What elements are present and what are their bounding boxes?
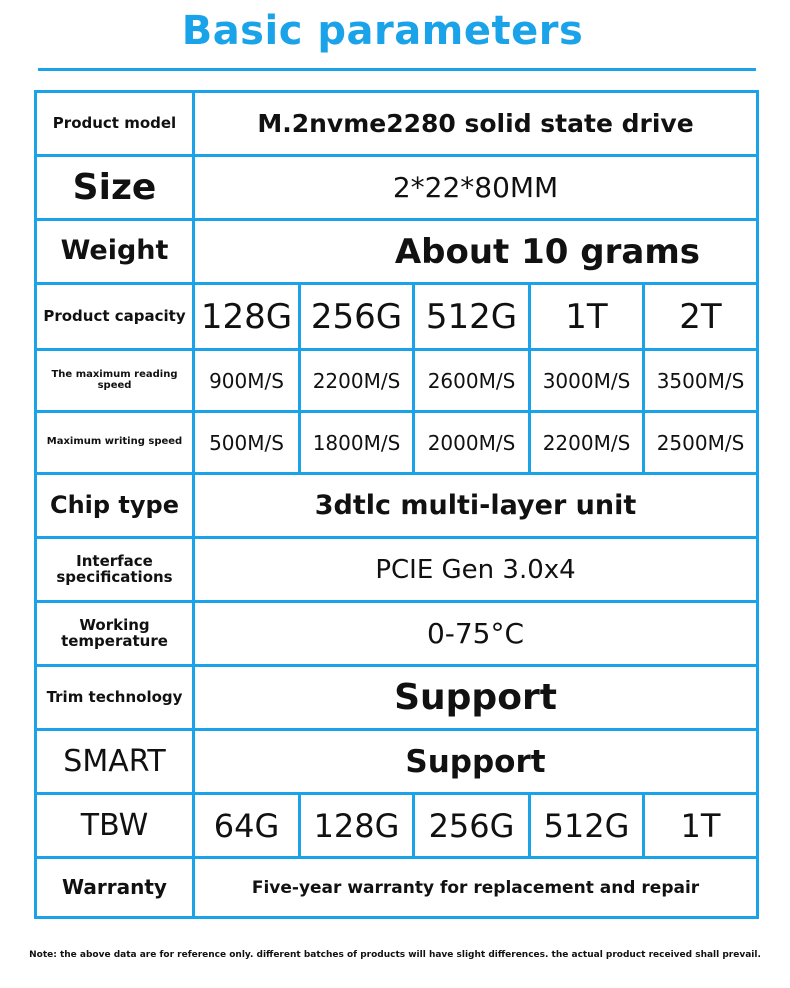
size-label: Size <box>36 156 194 220</box>
read-speed-256g: 2200M/S <box>300 350 414 412</box>
chip-type-value: 3dtlc multi-layer unit <box>194 474 758 538</box>
row-size <box>36 156 758 220</box>
interface-value: PCIE Gen 3.0x4 <box>194 538 758 602</box>
capacity-label: Product capacity <box>36 284 194 350</box>
tbw-256g: 256G <box>414 794 530 858</box>
product-model-value: M.2nvme2280 solid state drive <box>194 92 758 156</box>
row-warranty <box>36 858 758 918</box>
read-speed-1t: 3000M/S <box>530 350 644 412</box>
capacity-128g: 128G <box>194 284 300 350</box>
row-weight <box>36 220 758 284</box>
tbw-128g: 128G <box>300 794 414 858</box>
smart-label: SMART <box>36 730 194 794</box>
write-speed-256g: 1800M/S <box>300 412 414 474</box>
read-speed-2t: 3500M/S <box>644 350 758 412</box>
capacity-256g: 256G <box>300 284 414 350</box>
working-temperature-label: Working temperature <box>36 602 194 666</box>
tbw-64g: 64G <box>194 794 300 858</box>
write-speed-label: Maximum writing speed <box>36 412 194 474</box>
capacity-2t: 2T <box>644 284 758 350</box>
row-tbw <box>36 794 758 858</box>
capacity-512g: 512G <box>414 284 530 350</box>
product-model-label: Product model <box>36 92 194 156</box>
write-speed-2t: 2500M/S <box>644 412 758 474</box>
row-product-model <box>36 92 758 156</box>
write-speed-128g: 500M/S <box>194 412 300 474</box>
warranty-value: Five-year warranty for replacement and repair <box>194 858 758 918</box>
tbw-512g: 512G <box>530 794 644 858</box>
warranty-label: Warranty <box>36 858 194 918</box>
write-speed-1t: 2200M/S <box>530 412 644 474</box>
row-interface <box>36 538 758 602</box>
tbw-1t: 1T <box>644 794 758 858</box>
capacity-1t: 1T <box>530 284 644 350</box>
row-trim <box>36 666 758 730</box>
page-title: Basic parameters <box>181 8 584 54</box>
write-speed-512g: 2000M/S <box>414 412 530 474</box>
disclaimer-note: Note: the above data are for reference only. different batches of products will have slight differences. the actual product received shall prevail. <box>29 950 761 960</box>
row-chip-type <box>36 474 758 538</box>
parameters-table <box>34 90 759 919</box>
row-smart <box>36 730 758 794</box>
chip-type-label: Chip type <box>36 474 194 538</box>
weight-label: Weight <box>36 220 194 284</box>
title-divider <box>38 68 756 71</box>
interface-label: Interface specifications <box>36 538 194 602</box>
read-speed-512g: 2600M/S <box>414 350 530 412</box>
smart-value: Support <box>194 730 758 794</box>
read-speed-label: The maximum reading speed <box>36 350 194 412</box>
working-temperature-value: 0-75°C <box>194 602 758 666</box>
row-working-temperature <box>36 602 758 666</box>
row-write-speed <box>36 412 758 474</box>
read-speed-128g: 900M/S <box>194 350 300 412</box>
row-capacity <box>36 284 758 350</box>
size-value: 2*22*80MM <box>194 156 758 220</box>
trim-value: Support <box>194 666 758 730</box>
weight-value: About 10 grams <box>194 220 758 284</box>
tbw-label: TBW <box>36 794 194 858</box>
trim-label: Trim technology <box>36 666 194 730</box>
row-read-speed <box>36 350 758 412</box>
